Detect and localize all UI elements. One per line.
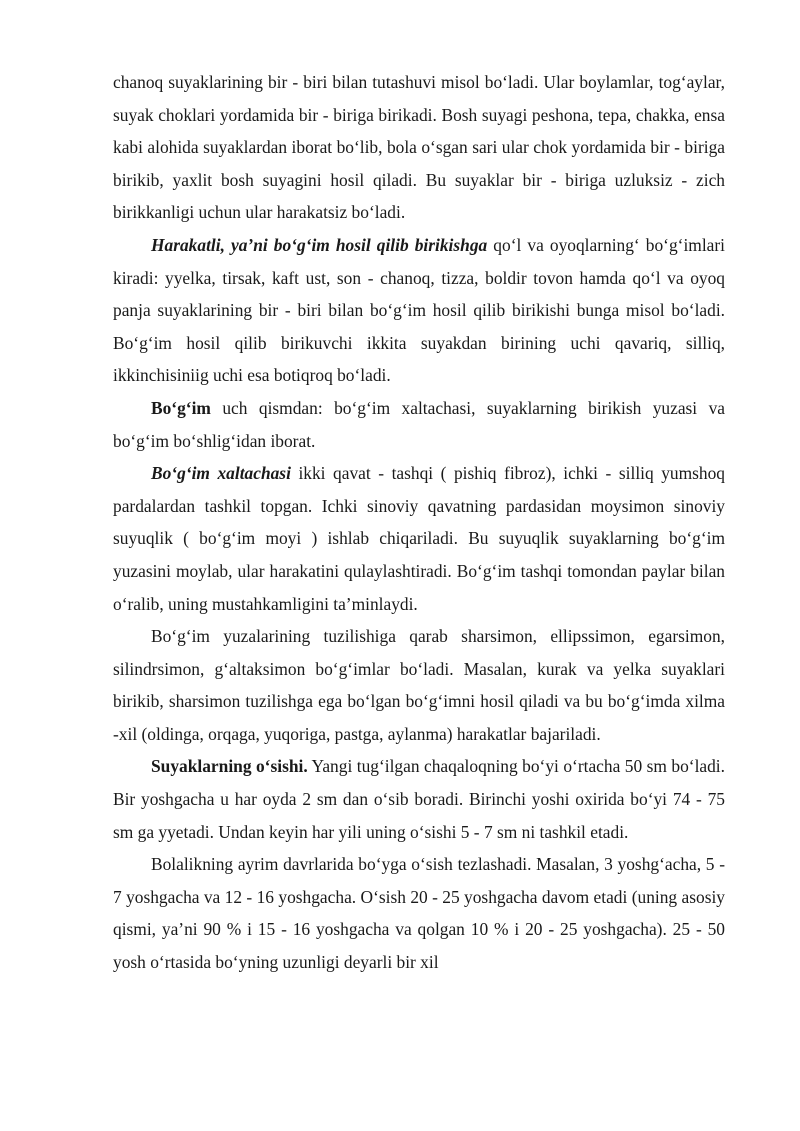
paragraph-6-term: Suyaklarning o‘sishi.	[151, 756, 308, 777]
paragraph-4-term: Bo‘g‘im xaltachasi	[151, 463, 291, 484]
paragraph-6-text: Yangi tug‘ilgan chaqaloqning bo‘yi o‘rtacha 50 sm bo‘ladi. Bir yoshgacha u har oyda 2 sm dan o‘sib boradi. Birinchi yoshi oxirida bo‘yi 74 - 75 sm ga yyetadi. Undan keyin har yili uning o‘sishi 5 - 7 sm ni tashkil etadi.	[113, 756, 725, 842]
paragraph-3-text: uch qismdan: bo‘g‘im xaltachasi, suyaklarning birikish yuzasi va bo‘g‘im bo‘shlig‘idan iborat.	[113, 397, 725, 451]
paragraph-1	[113, 66, 725, 229]
paragraph-5	[113, 620, 725, 750]
paragraph-1-text: chanoq suyaklarining bir - biri bilan tutashuvi misol bo‘ladi. Ular boylamlar, tog‘aylar, suyak choklari yordamida bir - biriga birikadi. Bosh suyagi peshona, tepa, chakka, ensa kabi alohida suyaklardan iborat bo‘lib, bola o‘sgan sari ular chok yordamida bir - biriga birikib, yaxlit bosh suyagini hosil qiladi. Bu suyaklar bir - biriga uzluksiz - zich birikkanligi uchun ular harakatsiz bo‘ladi.	[113, 72, 725, 223]
paragraph-2-text: qo‘l va oyoqlarning‘ bo‘g‘imlari kiradi: yyelka, tirsak, kaft ust, son - chanoq, tizza, boldir tovon hamda qo‘l va oyoq panja suyaklarining bir - biri bilan bo‘g‘im hosil qilib birikishi bunga misol bo‘ladi. Bo‘g‘im hosil qilib birikuvchi ikkita suyakdan birining uchi qavariq, silliq, ikkinchisiniig uchi esa botiqroq bo‘ladi.	[113, 234, 725, 386]
paragraph-2-term: Harakatli, ya’ni bo‘g‘im hosil qilib birikishga	[151, 234, 488, 255]
paragraph-2	[113, 229, 725, 392]
paragraph-6	[113, 750, 725, 848]
paragraph-3	[113, 392, 725, 457]
paragraph-4	[113, 457, 725, 620]
paragraph-7	[113, 848, 725, 978]
paragraph-3-term: Bo‘g‘im	[151, 397, 211, 418]
paragraph-4-text: ikki qavat - tashqi ( pishiq fibroz), ichki - silliq yumshoq pardalardan tashkil topgan. Ichki sinoviy qavatning pardasidan moysimon sinoviy suyuqlik ( bo‘g‘im moyi ) ishlab chiqariladi. Bu suyuqlik suyaklarning bo‘g‘im yuzasini moylab, ular harakatini qulaylashtiradi. Bo‘g‘im tashqi tomondan paylar bilan o‘ralib, uning mustahkamligini ta’minlaydi.	[113, 463, 725, 614]
paragraph-5-text: Bo‘g‘im yuzalarining tuzilishiga qarab sharsimon, ellipssimon, egarsimon, silindrsimon, g‘altaksimon bo‘g‘imlar bo‘ladi. Masalan, kurak va yelka suyaklari birikib, sharsimon tuzilishga ega bo‘lgan bo‘g‘imni hosil qiladi va bu bo‘g‘imda xilma -xil (oldinga, orqaga, yuqoriga, pastga, aylanma) harakatlar bajariladi.	[113, 626, 725, 744]
paragraph-7-text: Bolalikning ayrim davrlarida bo‘yga o‘sish tezlashadi. Masalan, 3 yoshg‘acha, 5 - 7 yoshgacha va 12 - 16 yoshgacha. O‘sish 20 - 25 yoshgacha davom etadi (uning asosiy qismi, ya’ni 90 % i 15 - 16 yoshgacha va qolgan 10 % i 20 - 25 yoshgacha). 25 - 50 yosh o‘rtasida bo‘yning uzunligi deyarli bir xil	[113, 854, 725, 973]
